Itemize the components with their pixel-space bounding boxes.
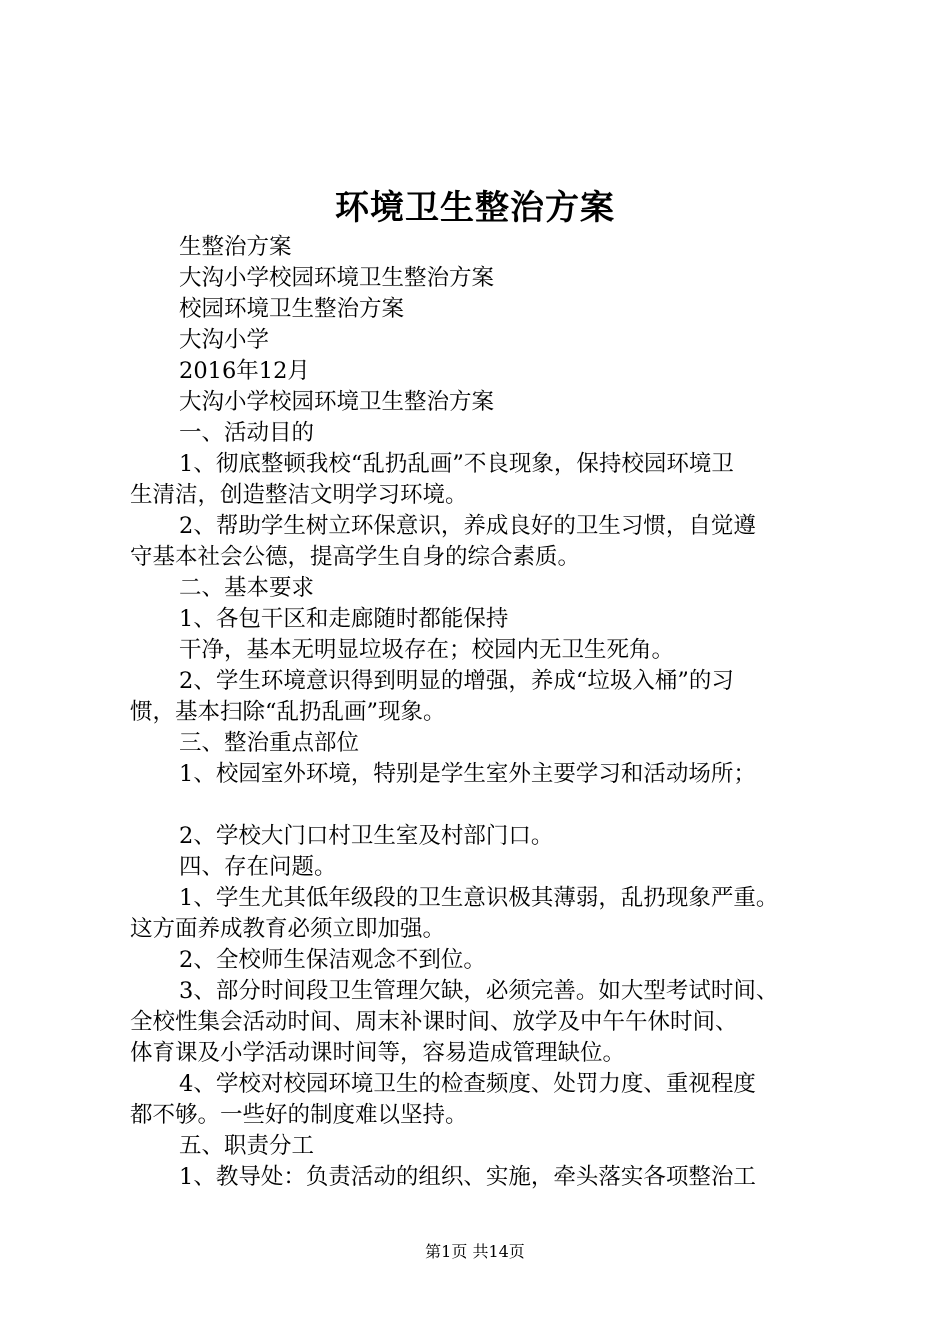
paragraph-line: 生清洁，创造整洁文明学习环境。	[130, 482, 468, 508]
paragraph-line: 干净，基本无明显垃圾存在；校园内无卫生死角。	[179, 637, 675, 663]
paragraph-line: 1、教导处：负责活动的组织、实施，牵头落实各项整治工	[179, 1164, 756, 1190]
paragraph-line: 2、学生环境意识得到明显的增强，养成“垃圾入桶”的习	[179, 668, 734, 694]
paragraph-line: 四、存在问题。	[179, 854, 337, 880]
blank-line	[130, 790, 850, 821]
paragraph-line: 3、部分时间段卫生管理欠缺，必须完善。如大型考试时间、	[179, 978, 779, 1004]
paragraph-line: 二、基本要求	[179, 575, 315, 601]
paragraph-line: 2、学校大门口村卫生室及村部门口。	[179, 823, 554, 849]
paragraph-line: 1、彻底整顿我校“乱扔乱画”不良现象，保持校园环境卫	[179, 451, 734, 477]
paragraph-line: 1、学生尤其低年级段的卫生意识极其薄弱，乱扔现象严重。	[179, 885, 779, 911]
paragraph-line: 五、职责分工	[179, 1133, 315, 1159]
paragraph-line: 大沟小学校园环境卫生整治方案	[179, 265, 495, 291]
paragraph-line: 1、校园室外环境，特别是学生室外主要学习和活动场所；	[179, 761, 756, 787]
paragraph-line: 生整治方案	[179, 234, 292, 260]
paragraph-line: 1、各包干区和走廊随时都能保持	[179, 606, 509, 632]
paragraph-line: 大沟小学校园环境卫生整治方案	[179, 389, 495, 415]
document-body	[130, 232, 850, 1193]
paragraph-line: 全校性集会活动时间、周末补课时间、放学及中午午休时间、	[130, 1009, 738, 1035]
paragraph-line: 守基本社会公德，提高学生自身的综合素质。	[130, 544, 581, 570]
paragraph-line: 都不够。一些好的制度难以坚持。	[130, 1102, 468, 1128]
paragraph-line: 一、活动目的	[179, 420, 315, 446]
paragraph-line: 2、全校师生保洁观念不到位。	[179, 947, 486, 973]
page-title: 环境卫生整治方案	[335, 188, 615, 228]
page-footer: 第1页 共14页	[425, 1242, 525, 1261]
paragraph-line: 三、整治重点部位	[179, 730, 360, 756]
paragraph-line: 2016年12月	[179, 358, 310, 384]
paragraph-line: 惯，基本扫除“乱扔乱画”现象。	[130, 699, 446, 725]
paragraph-line: 体育课及小学活动课时间等，容易造成管理缺位。	[130, 1040, 626, 1066]
paragraph-line: 大沟小学	[179, 327, 270, 353]
paragraph-line: 2、帮助学生树立环保意识，养成良好的卫生习惯，自觉遵	[179, 513, 756, 539]
paragraph-line: 这方面养成教育必须立即加强。	[130, 916, 446, 942]
paragraph-line: 4、学校对校园环境卫生的检查频度、处罚力度、重视程度	[179, 1071, 756, 1097]
paragraph-line: 校园环境卫生整治方案	[179, 296, 405, 322]
